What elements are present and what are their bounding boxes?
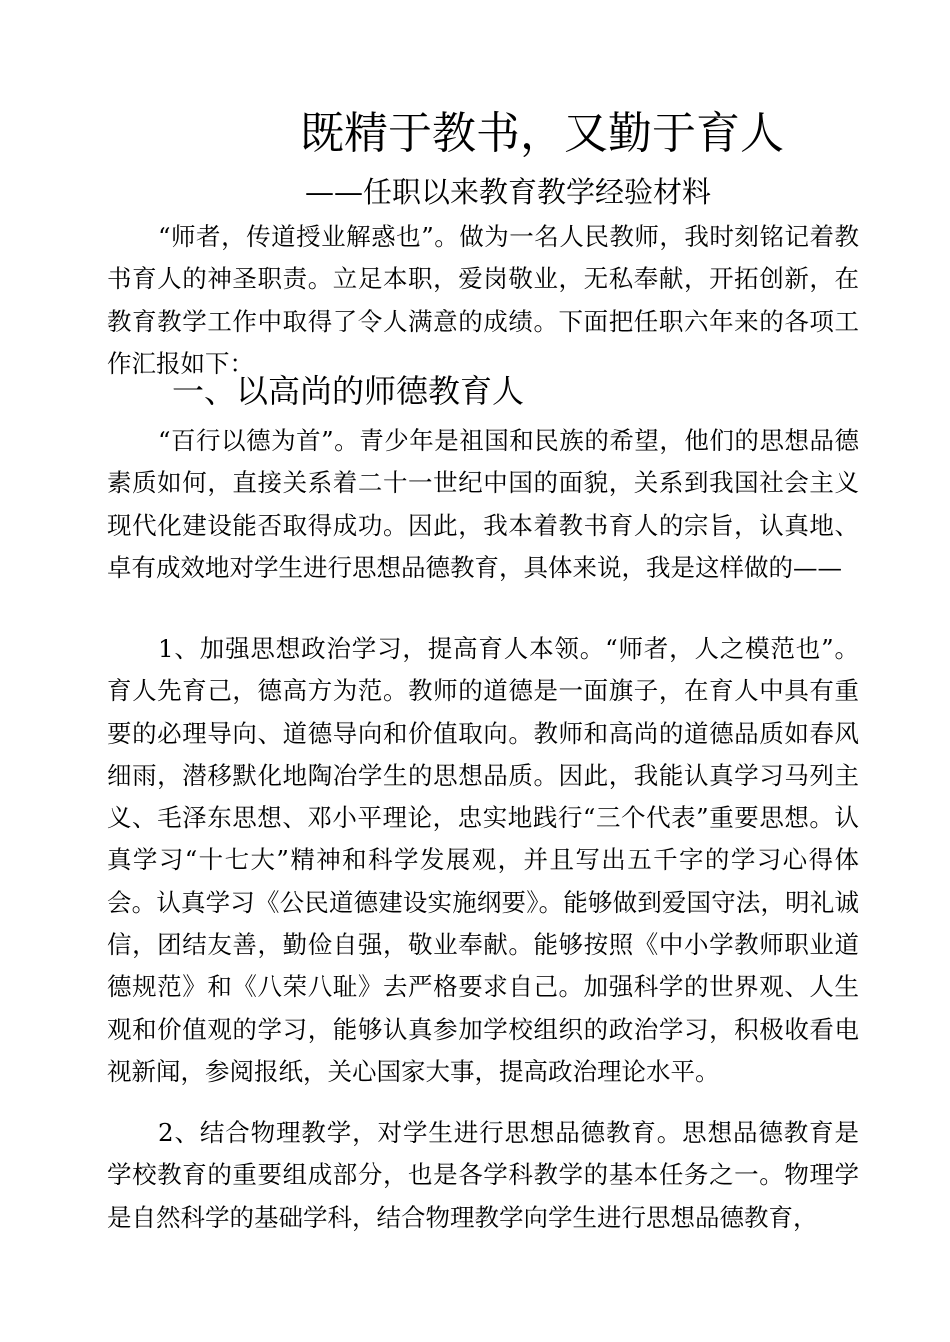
intro-paragraph: “师者，传道授业解惑也”。做为一名人民教师，我时刻铭记着教书育人的神圣职责。立足本职，爱岗敬业，无私奉献，开拓创新，在教育教学工作中取得了令人满意的成绩。下面把任职六年来的各项工作汇报如下： (107, 222, 859, 378)
item-2-paragraph: 2、结合物理教学，对学生进行思想品德教育。思想品德教育是学校教育的重要组成部分，也是各学科教学的基本任务之一。物理学是自然科学的基础学科，结合物理教学向学生进行思想品德教育， (107, 1118, 859, 1232)
document-title: 既精于教书，又勤于育人 (300, 108, 784, 159)
section1-intro-paragraph: “百行以德为首”。青少年是祖国和民族的希望，他们的思想品德素质如何，直接关系着二十一世纪中国的面貌，关系到我国社会主义现代化建设能否取得成功。因此，我本着教书育人的宗旨，认真地、卓有成效地对学生进行思想品德教育，具体来说，我是这样做的—— (107, 426, 859, 582)
document-subtitle: ——任职以来教育教学经验材料 (305, 175, 712, 209)
section-heading-1: 一、以高尚的师德教育人 (172, 372, 525, 410)
item-1-paragraph: 1、加强思想政治学习，提高育人本领。“师者，人之模范也”。育人先育己，德高方为范。教师的道德是一面旗子，在育人中具有重要的必理导向、道德导向和价值取向。教师和高尚的道德品质如春风细雨，潜移默化地陶冶学生的思想品质。因此，我能认真学习马列主义、毛泽东思想、邓小平理论，忠实地践行“三个代表”重要思想。认真学习“十七大”精神和科学发展观，并且写出五千字的学习心得体会。认真学习《公民道德建设实施纲要》。能够做到爱国守法，明礼诚信，团结友善，勤俭自强，敬业奉献。能够按照《中小学教师职业道德规范》和《八荣八耻》去严格要求自己。加强科学的世界观、人生观和价值观的学习，能够认真参加学校组织的政治学习，积极收看电视新闻，参阅报纸，关心国家大事，提高政治理论水平。 (107, 634, 859, 1086)
